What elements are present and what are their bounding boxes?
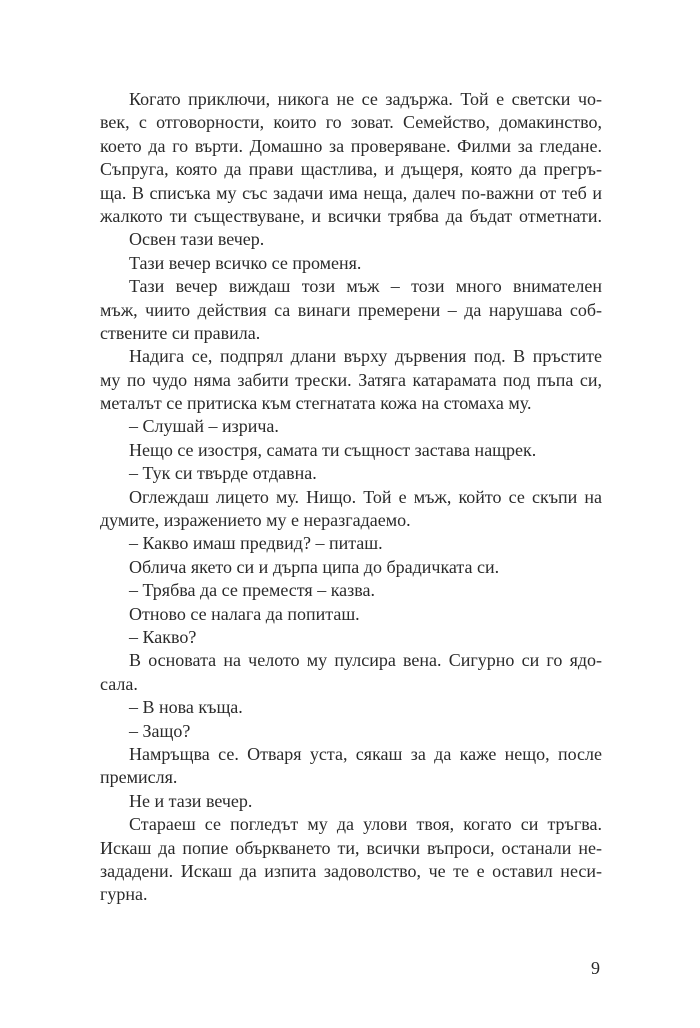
text-line: Облича якето си и дърпа ципа до брадичката си. [129,556,500,577]
text-line: зададени. Искаш да изпита задоволство, че те е оставил неси- [100,860,602,881]
text-line: Освен тази вечер. [129,229,265,250]
text-line: гурна. [100,884,148,905]
text-line: което да го върти. Домашно за проверяване. Филми за гледане. [100,135,602,156]
text-line: сала. [100,673,138,694]
text-line: Тази вечер виждаш този мъж – този много внимателен [129,276,602,297]
text-line: Съпруга, която да прави щастлива, и дъщеря, която да прегръ- [100,159,602,180]
text-line: – В нова къща. [129,697,243,718]
text-line: – Защо? [129,720,191,741]
text-line: Нещо се изостря, самата ти същност застава нащрек. [129,439,537,460]
text-line: му по чудо няма забити трески. Затяга катарамата под пъпа си, [100,369,602,390]
page-number: 9 [591,958,600,978]
text-line: Тази вечер всичко се променя. [129,252,362,273]
text-line: Намръщва се. Отваря уста, сякаш за да каже нещо, после [129,743,602,764]
text-line: – Трябва да се преместя – казва. [129,580,376,601]
text-line: металът се притиска към стегнатата кожа на стомаха му. [100,393,532,414]
text-line: В основата на челото му пулсира вена. Сигурно си го ядо- [129,650,602,671]
text-line: Не и тази вечер. [129,790,253,811]
text-line: – Какво имаш предвид? – питаш. [129,533,383,554]
text-line: – Какво? [129,626,197,647]
text-line: ствените си правила. [100,322,261,343]
text-line: Отново се налага да попиташ. [129,603,360,624]
text-line: ща. В списъка му със задачи има неща, далеч по-важни от теб и [100,182,602,203]
text-line: Стараеш се погледът му да улови твоя, когато си тръгва. [129,814,602,835]
text-line: Искаш да попие объркването ти, всички въпроси, останали не- [100,837,602,858]
text-line: мъж, чиито действия са винаги премерени – да нарушава соб- [100,299,602,320]
text-line: Надига се, подпрял длани върху дървения под. В пръстите [129,346,602,367]
text-line: премисля. [100,767,178,788]
text-line: Оглеждаш лицето му. Нищо. Той е мъж, който се скъпи на [129,486,602,507]
text-line: жалкото ти съществуване, и всички трябва да бъдат отметнати. [100,205,602,226]
text-line: век, с отговорности, които го зоват. Семейство, домакинство, [100,112,602,133]
text-line: Когато приключи, никога не се задържа. Той е светски чо- [129,89,602,109]
text-line: – Тук си твърде отдавна. [129,463,317,484]
text-line: думите, изражението му е неразгадаемо. [100,510,411,531]
body-text [100,88,602,907]
text-line: – Слушай – изрича. [129,416,279,437]
